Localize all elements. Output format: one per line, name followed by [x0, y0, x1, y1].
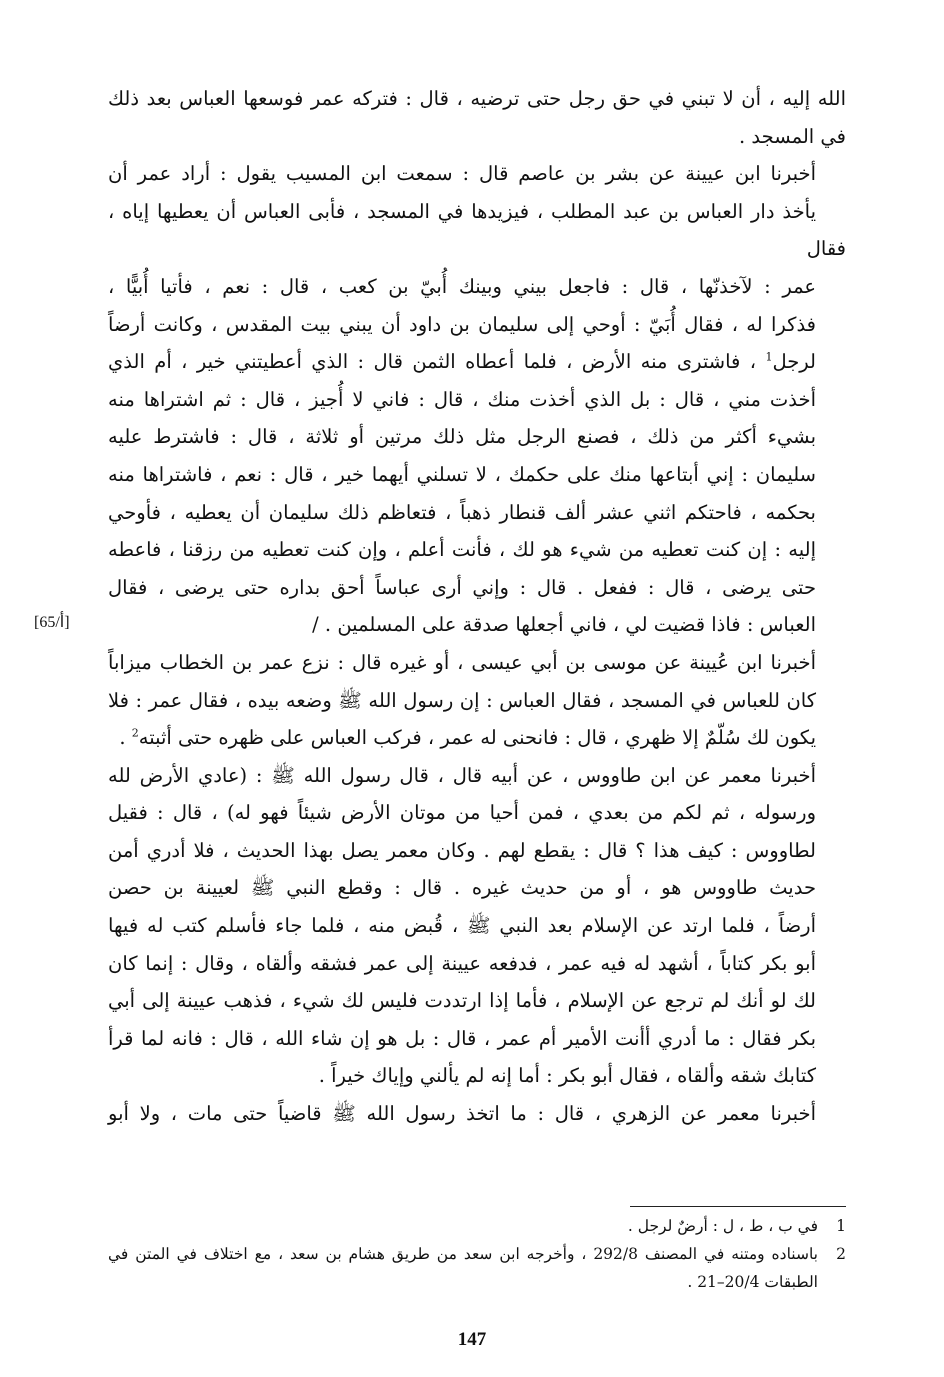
text-fragment: يكون لك سُلّمٌ إلا ظهري ، قال : فانحنى له عمر ، فركب العباس على ظهره حتى أثبته: [138, 726, 816, 750]
text-line: حتى يرضى ، قال : ففعل . قال : وإني أرى عباساً أحق بداره حتى يرضى ، فقال: [108, 575, 816, 599]
footnote-ref-1[interactable]: 1: [765, 350, 773, 364]
text-line: في المسجد .: [738, 124, 846, 148]
text-line: ورسوله ، ثم لكم من بعدي ، فمن أحيا من موتان الأرض شيئاً فهو له) ، قال : فقيل: [108, 801, 816, 825]
text-line: [108, 343, 846, 381]
text-line: الله إليه ، أن لا تبني في حق رجل حتى ترضيه ، قال : فتركه عمر فوسعها العباس بعد ذلك: [108, 87, 846, 110]
page-number: 147: [457, 1329, 487, 1350]
text-line: أرضاً ، فلما ارتد عن الإسلام بعد النبي ﷺ ، قُبض منه ، فلما جاء فأسلم كتب له فيها: [108, 914, 816, 938]
text-line: العباس : فاذا قضيت لي ، فاني أجعلها صدقة على المسلمين . /: [312, 613, 816, 637]
text-line: بشيء أكثر من ذلك ، فصنع الرجل مثل ذلك مرتين أو ثلاثة ، قال : فاشترط عليه: [108, 425, 816, 449]
text-line: فذكرا له ، فقال أُبَيّ : أوحي إلى سليمان بن داود أن يبني بيت المقدس ، وكانت أرضاً: [108, 312, 816, 336]
paragraph-2: [108, 155, 846, 644]
paragraph-5: [108, 1095, 846, 1133]
paragraph-4: [108, 757, 846, 1095]
text-fragment: ، فاشترى منه الأرض ، فلما أعطاه الثمن قال : الذي أعطيتني خير ، أم الذي: [108, 350, 757, 374]
text-fragment: لرجل: [772, 350, 816, 374]
text-fragment: .: [119, 726, 126, 750]
text-line: بحكمه ، فاحتكم اثني عشر ألف قنطار ذهباً ، فتعاظم ذلك سليمان أن يعطيه ، فأوحي: [108, 500, 816, 524]
text-line: أخبرنا ابن عُيينة عن موسى بن أبي عيسى ، أو غيره قال : نزع عمر بن الخطاب ميزاباً: [108, 650, 816, 674]
text-line: أخبرنا ابن عيينة عن بشر بن عاصم قال : سمعت ابن المسيب يقول : أراد عمر أن: [108, 162, 816, 186]
paragraph-3: [108, 644, 846, 757]
footnote-text: في ب ، ط ، ل : أرضٌ لرجل .: [627, 1217, 818, 1235]
footnote-text: باسناده ومتنه في المصنف 292/8 ، وأخرجه ابن سعد من طريق هشام بن سعد ، مع اختلاف في المتن في الطبقات 20/4–21 .: [108, 1245, 819, 1291]
footnotes: [108, 1212, 848, 1296]
text-line: أخذت مني ، قال : بل الذي أخذت منك ، قال : فاني لا أُجيز ، قال : ثم اشتراها منه: [108, 387, 816, 411]
text-line: أبو بكر كتاباً ، أشهد له فيه عمر ، فدفعه عيينة إلى عمر فشقه وألقاه ، وقال : إنما كان: [108, 951, 816, 975]
text-line: أخبرنا معمر عن الزهري ، قال : ما اتخذ رسول الله ﷺ قاضياً حتى مات ، ولا أبو: [108, 1102, 816, 1126]
paragraph-1: [108, 80, 846, 155]
margin-folio-reference: [أ/65]: [34, 614, 70, 631]
text-line: إليه : إن كنت تعطيه من شيء هو لك ، فأنت أعلم ، وإن كنت تعطيه من رزقنا ، فاعطه: [108, 538, 816, 562]
text-line: سليمان : إني أبتاعها منك على حكمك ، لا تسلني أيهما خير ، قال : نعم ، فاشتراها منه: [108, 462, 816, 486]
footnote-number: 1: [836, 1217, 846, 1235]
footnote-ref-2[interactable]: 2: [131, 726, 139, 740]
text-line: لطاووس : كيف هذا ؟ قال : يقطع لهم . وكان معمر يصل بهذا الحديث ، فلا أدري أمن: [108, 838, 816, 862]
text-line: أخبرنا معمر عن ابن طاووس ، عن أبيه قال ، قال رسول الله ﷺ : (عادي الأرض لله: [108, 763, 816, 787]
text-line: لك لو أنك لم ترجع عن الإسلام ، فأما إذا ارتددت فليس لك شيء ، فذهب عيينة إلى أبي: [108, 989, 816, 1013]
main-text: [108, 80, 846, 1133]
footnote-divider: [630, 1206, 846, 1207]
footnote-2: [108, 1240, 848, 1296]
text-line: عمر : لآخذنّها ، قال : فاجعل بيني وبينك أُبيّ بن كعب ، قال : نعم ، فأتيا أُبيًّا ،: [108, 274, 816, 298]
footnote-1: [108, 1212, 848, 1240]
footnote-number: 2: [836, 1245, 846, 1263]
text-line: بكر فقال : ما أدري أأنت الأمير أم عمر ، قال : بل هو إن شاء الله ، قال : فانه لما قرأ: [108, 1026, 816, 1050]
text-line: يأخذ دار العباس بن عبد المطلب ، فيزيدها في المسجد ، فأبى العباس أن يعطيها إياه ، فقال: [108, 199, 846, 261]
text-line: حديث طاووس هو ، أو من حديث غيره . قال : وقطع النبي ﷺ لعيينة بن حصن: [108, 876, 816, 900]
text-line: كتابك شقه وألقاه ، فقال أبو بكر : أما إنه لم يألني وإياك خيراً .: [318, 1064, 816, 1088]
text-line: [108, 719, 846, 757]
text-line: كان للعباس في المسجد ، فقال العباس : إن رسول الله ﷺ وضعه بيده ، فقال عمر : فلا: [108, 688, 816, 712]
